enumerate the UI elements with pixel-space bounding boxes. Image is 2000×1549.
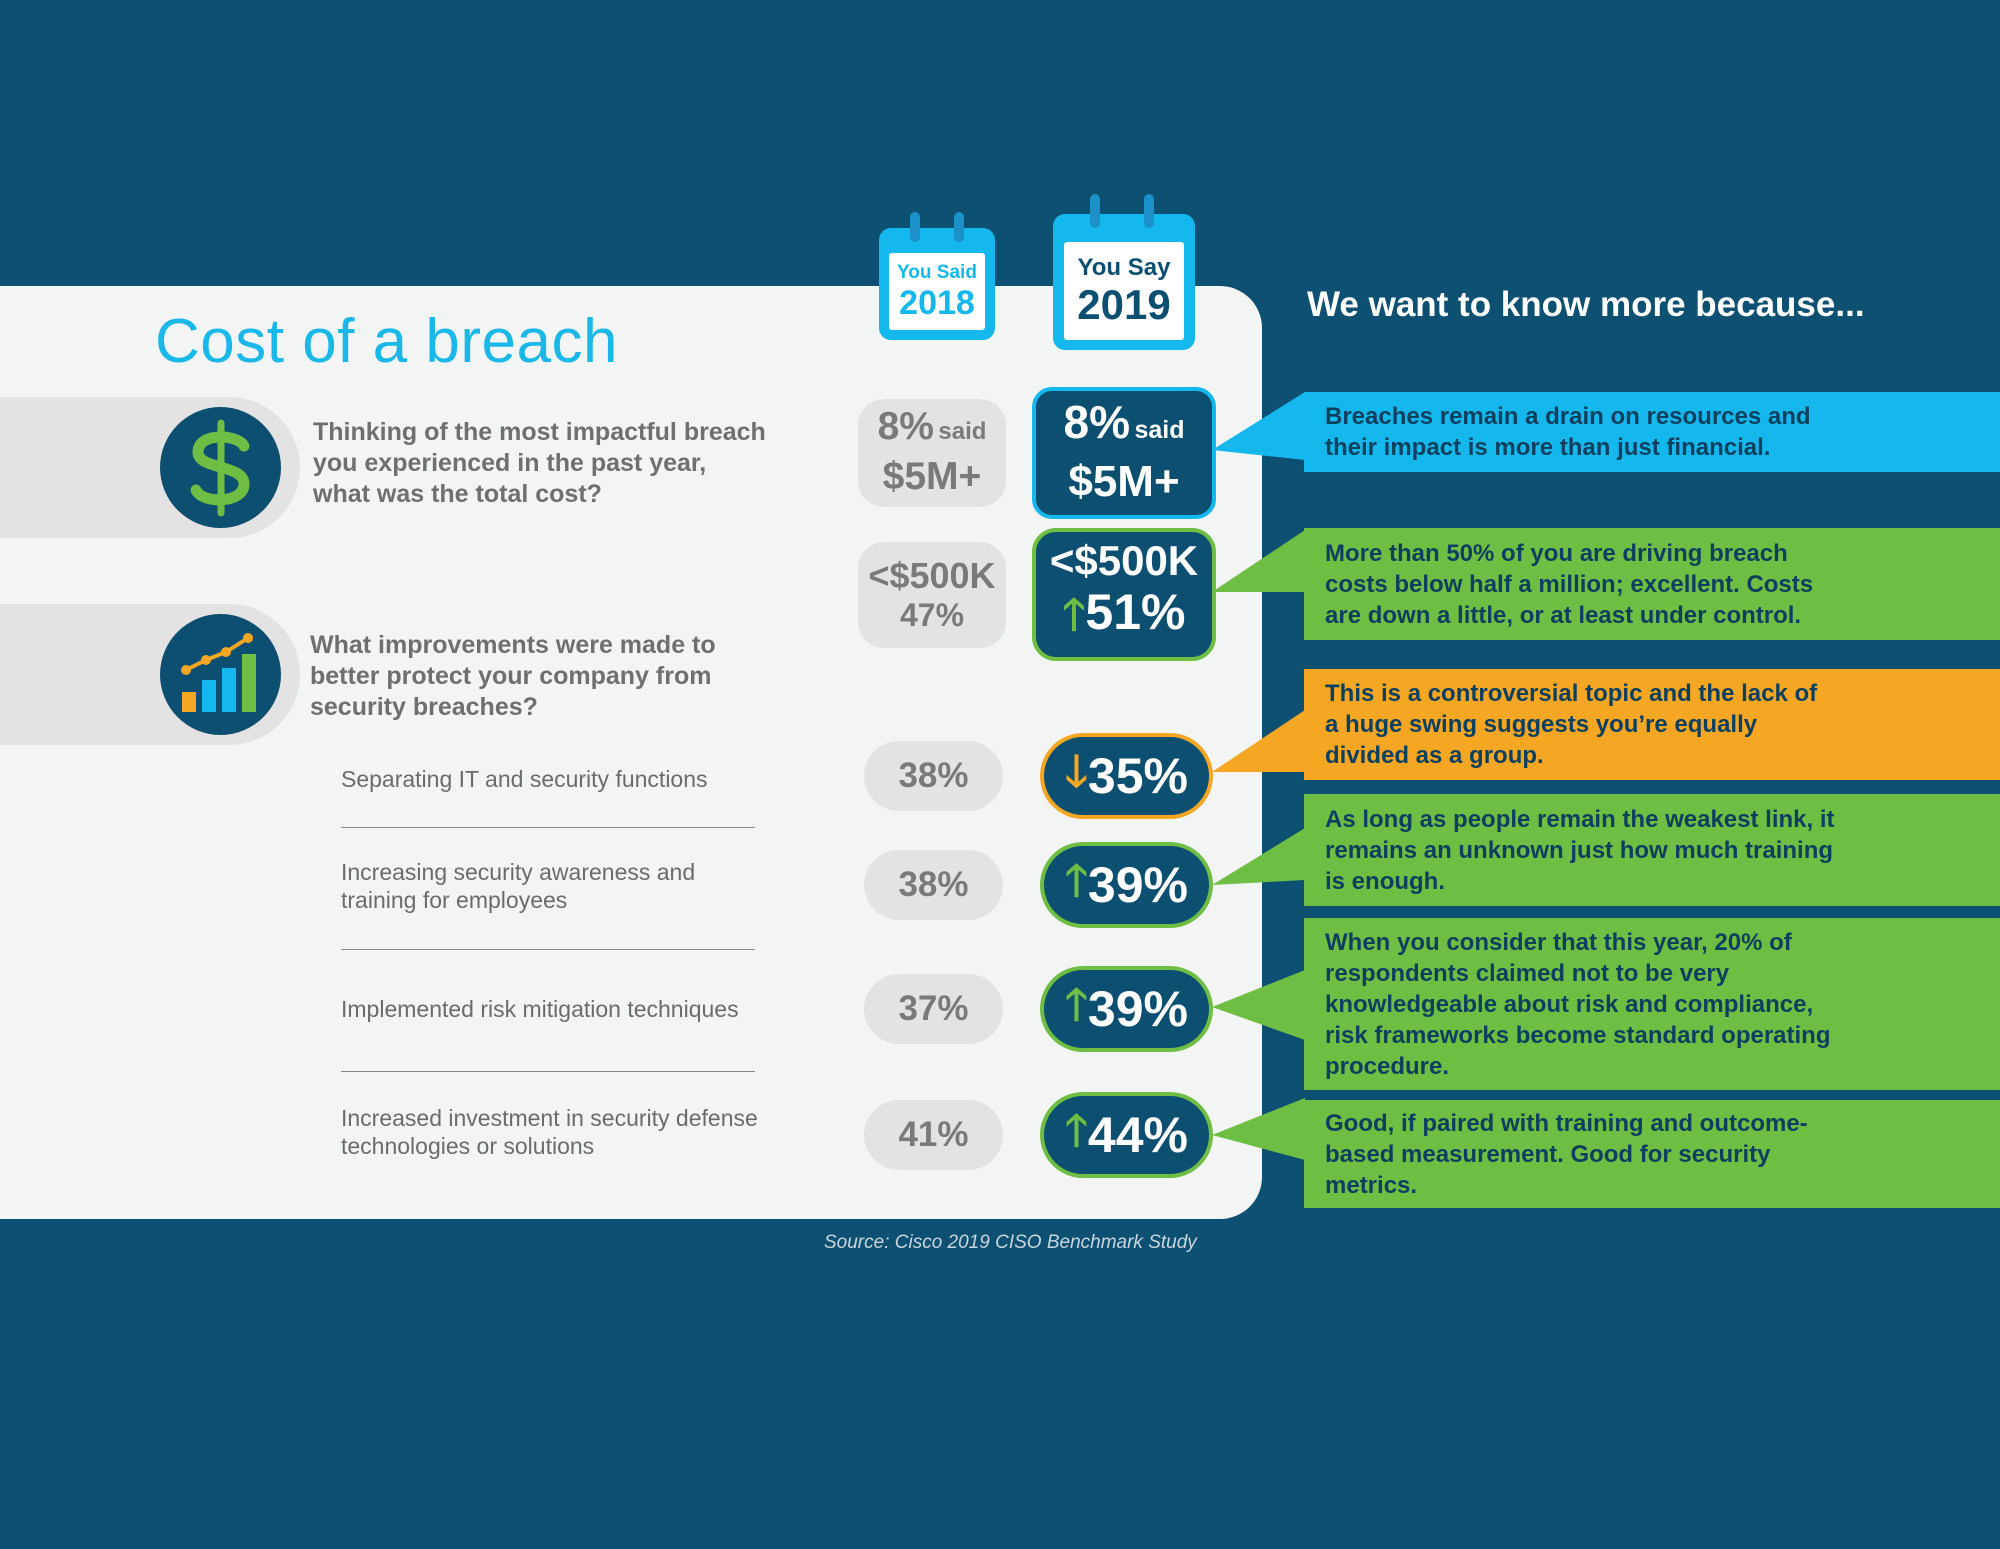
improvement-2019-value-2: 39%: [1087, 857, 1188, 913]
improvement-2019-value-3: 39%: [1087, 981, 1188, 1037]
improvement-2019-pill-4: [1040, 1092, 1213, 1178]
calendar-2018-year: 2018: [899, 283, 975, 322]
callout-3: This is a controversial topic and the lack of a huge swing suggests you’re equally divided as a group.: [1304, 669, 2000, 780]
cost-2019-500k-amount: <$500K: [1049, 537, 1199, 584]
question-1: Thinking of the most impactful breach you experienced in the past year, what was the total cost?: [313, 418, 766, 508]
arrow-up-icon: 🡑: [1065, 855, 1088, 905]
callout-5: When you consider that this year, 20% of respondents claimed not to be very knowledgeable about risk and compliance, risk frameworks become standard operating procedure.: [1304, 918, 2000, 1090]
dollar-icon: [160, 407, 281, 528]
arrow-up-icon: 🡑: [1062, 590, 1086, 639]
divider: [341, 827, 755, 828]
arrow-up-icon: 🡑: [1065, 979, 1088, 1029]
improvement-label-1: Separating IT and security functions: [341, 766, 708, 792]
growth-chart-icon-ring: [152, 606, 289, 743]
callout-4: As long as people remain the weakest link, it remains an unknown just how much training is enough.: [1304, 794, 2000, 906]
divider: [341, 1071, 755, 1072]
improvement-label-4: Increased investment in security defense technologies or solutions: [341, 1105, 758, 1159]
question-2: What improvements were made to better protect your company from security breaches?: [310, 631, 716, 721]
calendar-ring: [954, 212, 964, 242]
cost-2018-5m-pill: [858, 399, 1006, 507]
right-header: We want to know more because...: [1307, 285, 1865, 324]
improvement-2018-pill-3: 37%: [864, 974, 1003, 1044]
cost-2018-500k-pill: [858, 542, 1006, 648]
callout-6: Good, if paired with training and outcome- based measurement. Good for security metrics.: [1304, 1100, 2000, 1208]
calendar-2018-label: You Said: [897, 261, 977, 283]
improvement-label-3: Implemented risk mitigation techniques: [341, 996, 739, 1022]
divider: [341, 949, 755, 950]
dollar-icon-ring: [152, 399, 289, 536]
cost-2018-5m-amount: $5M+: [882, 455, 982, 498]
callout-pointers: [1210, 380, 1310, 1160]
improvement-2018-pill-1: 38%: [864, 741, 1003, 811]
improvement-2019-pill-3: [1040, 966, 1213, 1052]
calendar-2018-icon: [879, 228, 995, 340]
cost-2018-500k-amount: <$500K: [868, 555, 996, 596]
arrow-down-icon: 🡓: [1065, 746, 1088, 796]
source-note: Source: Cisco 2019 CISO Benchmark Study: [824, 1232, 1197, 1253]
calendar-ring: [1144, 194, 1154, 228]
improvement-label-2: Increasing security awareness and training for employees: [341, 859, 696, 913]
cost-2019-5m-amount: $5M+: [1068, 457, 1180, 506]
improvement-2019-value-1: 35%: [1087, 748, 1188, 804]
improvement-2019-pill-1: [1040, 733, 1213, 819]
callout-pointer-3: [1212, 710, 1305, 772]
cost-2018-5m-value: 8%: [877, 405, 934, 448]
cost-2019-5m-word: said: [1134, 416, 1185, 444]
cost-2019-500k-pill: [1032, 528, 1216, 661]
cost-2018-500k-value: 47%: [899, 597, 965, 633]
calendar-2019-year: 2019: [1077, 281, 1171, 328]
callout-pointer-1: [1212, 392, 1305, 460]
improvement-2018-pill-2: 38%: [864, 850, 1003, 920]
improvement-2019-pill-2: [1040, 842, 1213, 928]
cost-2019-500k-value: 51%: [1085, 584, 1186, 640]
callout-pointer-5: [1212, 970, 1305, 1040]
calendar-ring: [1090, 194, 1100, 228]
calendar-ring: [910, 212, 920, 242]
improvement-2018-pill-4: 41%: [864, 1100, 1003, 1170]
calendar-2019-icon: [1053, 214, 1195, 350]
cost-2018-5m-word: said: [938, 418, 987, 445]
callout-2: More than 50% of you are driving breach costs below half a million; excellent. Costs are down a little, or at least under control.: [1304, 528, 2000, 640]
arrow-up-icon: 🡑: [1065, 1105, 1088, 1155]
improvement-2019-value-4: 44%: [1087, 1107, 1188, 1163]
cost-2019-5m-pill: [1032, 387, 1216, 519]
callout-pointer-6: [1212, 1098, 1305, 1160]
callout-pointer-4: [1212, 828, 1305, 885]
calendar-2019-label: You Say: [1077, 254, 1171, 281]
callout-pointer-2: [1212, 530, 1305, 592]
cost-2019-5m-value: 8%: [1063, 396, 1130, 448]
callout-1: Breaches remain a drain on resources and their impact is more than just financial.: [1304, 392, 2000, 472]
growth-chart-icon: [160, 614, 281, 735]
page-title: Cost of a breach: [155, 307, 618, 376]
